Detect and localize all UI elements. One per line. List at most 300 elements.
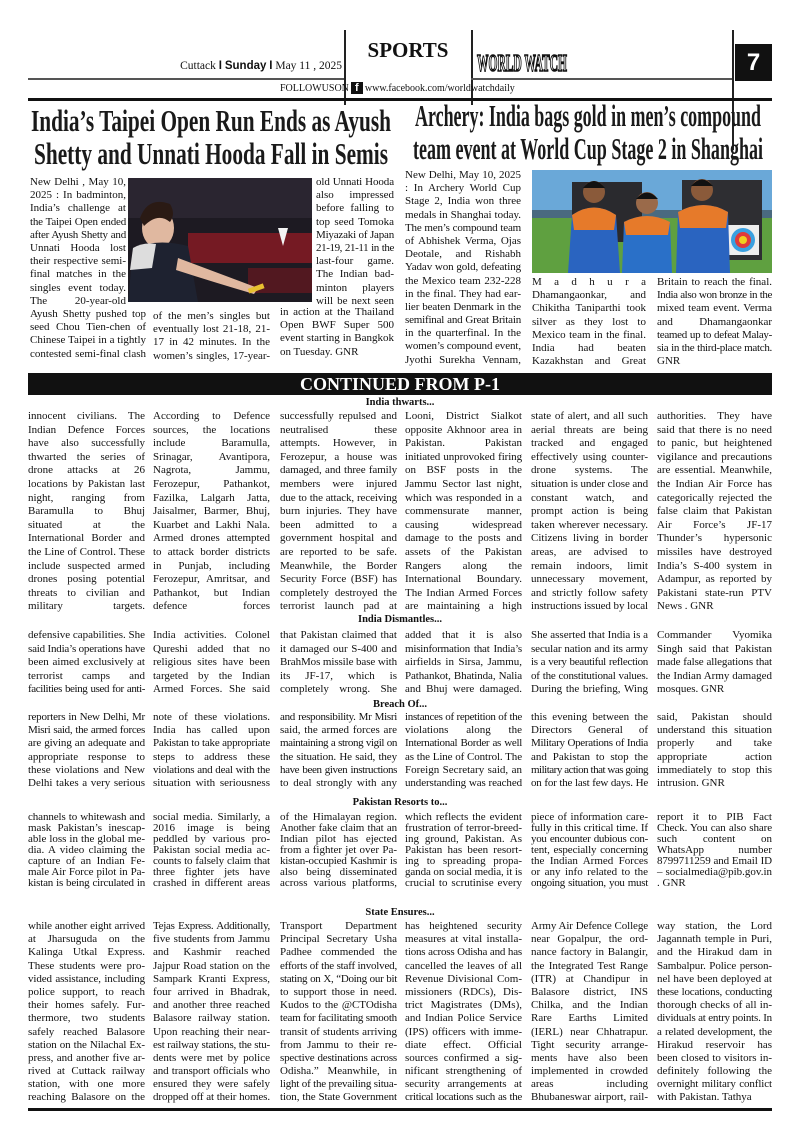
- text-line: semifinal and Great Britain: [405, 314, 521, 327]
- text-line: Bhubaneswar airport, rail-: [531, 1091, 648, 1104]
- text-line: – socialmedia@pib.gov.in: [657, 866, 772, 878]
- text-line: (ITR) at Chandipur in: [531, 972, 648, 985]
- text-line: near Gopalpur, the ord-: [531, 933, 648, 946]
- text-line: while another eight arrived: [28, 920, 145, 932]
- text-column: [531, 410, 648, 614]
- text-line: These students were pro-: [28, 959, 145, 972]
- text-line: ing to spreading propa-: [405, 855, 522, 867]
- follow-label: FOLLOWUSON: [280, 82, 349, 94]
- text-line: Indian Defence Forces: [28, 423, 145, 436]
- text-line: which reflects the evident: [405, 811, 522, 823]
- text-line: of Abhishek Verma, Ojas: [405, 234, 521, 247]
- text-line: on for the last few days. He: [531, 776, 648, 789]
- text-line: added that it is also: [405, 629, 522, 641]
- text-line: commensurate manner,: [405, 505, 522, 518]
- text-line: their homes safely. Fur-: [28, 999, 145, 1012]
- text-line: cancelled the leaves of all: [405, 959, 522, 972]
- text-line: thorough checks of all in-: [657, 999, 772, 1012]
- text-line: press, and another five ar-: [28, 1051, 145, 1064]
- text-line: made false allegations that: [657, 656, 772, 669]
- text-line: mosques. GNR: [657, 683, 725, 696]
- text-line: Ayush Shetty pushed top: [30, 308, 146, 320]
- text-column: [405, 410, 522, 614]
- text-line: you encounter dubious con-: [531, 833, 648, 845]
- text-line: rived at Cuttack railway: [28, 1065, 145, 1078]
- text-line: overnight military conflict: [657, 1078, 772, 1091]
- text-line: members were injured: [280, 477, 397, 490]
- text-line: include Baramulla,: [153, 437, 270, 450]
- text-line: of the Himalayan region.: [280, 811, 397, 823]
- text-line: Pakistan. Pakistan: [405, 437, 522, 450]
- text-line: misinformation that India’s: [405, 642, 522, 655]
- text-line: India’s challenge at: [30, 202, 126, 215]
- text-line: 8799711259 and Email ID: [657, 855, 772, 867]
- text-line: is a very beautiful reflection: [531, 656, 648, 669]
- text-line: state of alert, and all such: [531, 410, 648, 422]
- text-line: and another three reached: [153, 999, 270, 1012]
- text-line: violations and deal with the: [153, 763, 270, 776]
- text-line: mixed team event. Verma: [657, 302, 772, 315]
- text-line: of the men’s singles but: [153, 310, 270, 322]
- text-line: India activities. Colonel: [153, 629, 270, 641]
- text-line: authorities. They have: [657, 410, 772, 422]
- text-line: report it to PIB Fact: [657, 811, 772, 823]
- text-line: station, with one more: [28, 1078, 145, 1091]
- text-line: Jajpur Road station on the: [153, 959, 270, 972]
- text-line: The men’s compound team: [405, 221, 521, 234]
- text-line: Pakistan has been resort-: [405, 844, 522, 856]
- text-line: sources, the locations: [153, 423, 270, 436]
- text-line: false claim that Pakistan: [657, 505, 772, 518]
- text-line: said that there is no need: [657, 423, 772, 436]
- article-text: [153, 310, 270, 363]
- text-line: the Indian Army damaged: [657, 669, 772, 682]
- follow-us-bar: [280, 82, 530, 94]
- text-column: [28, 920, 145, 1105]
- text-line: and Pakistan to stop the: [531, 750, 648, 763]
- text-column: [531, 812, 648, 889]
- text-line: has heightened security: [405, 920, 522, 932]
- text-line: International Border and: [28, 532, 145, 545]
- text-line: areas, are advised to: [531, 545, 648, 558]
- text-line: Deotale, and Rishabh: [405, 248, 521, 261]
- text-line: understanding was reached: [405, 776, 522, 789]
- text-line: are reported to be safe.: [280, 545, 397, 558]
- article-text: [30, 176, 126, 308]
- text-line: Principal Secretary Usha: [280, 933, 397, 946]
- article-text: [532, 276, 646, 368]
- text-line: New Delhi, May 10, 2025: [405, 169, 521, 181]
- section-heading: India Dismantles...: [357, 614, 442, 625]
- headline-line: Shetty and Unnati Hooda Fall in Semis: [34, 136, 388, 171]
- text-line: thermore, two students: [28, 1012, 145, 1025]
- text-line: Ferozepur, Pathankot,: [153, 477, 270, 490]
- text-line: ments have also been: [531, 1051, 648, 1064]
- text-line: Security Force (BSF) has: [280, 573, 397, 586]
- text-line: During the briefing, Wing: [531, 683, 648, 696]
- text-line: Hirakud reservoir has: [657, 1038, 772, 1051]
- text-line: Air Force’s JF-17: [657, 518, 772, 531]
- text-line: Tejas Express. Additionally,: [153, 920, 270, 932]
- text-column: [153, 920, 270, 1105]
- text-line: silver as they lost to: [532, 315, 646, 328]
- text-line: Sampark Kranti Express,: [153, 972, 270, 985]
- text-line: categorically rejected the: [657, 491, 772, 504]
- text-line: targeted by the Indian: [153, 669, 270, 682]
- text-line: at Jharsuguda on the: [28, 933, 145, 946]
- section-title: SPORTS: [367, 38, 449, 62]
- text-line: its JF-17, which is: [280, 669, 397, 682]
- text-line: Citizens living in border: [531, 532, 648, 545]
- facebook-icon: f: [351, 82, 363, 94]
- text-line: and transport officials who: [153, 1065, 270, 1078]
- text-column: [657, 629, 772, 697]
- text-line: mask Pakistan’s inescap-: [28, 822, 145, 834]
- text-line: the Indian Armed Forces: [531, 855, 648, 867]
- text-line: the Integrated Test Range: [531, 959, 648, 972]
- text-line: women’s compound event,: [405, 340, 521, 353]
- text-line: piece of information care-: [531, 811, 648, 823]
- text-line: medals in Shanghai today.: [405, 208, 521, 221]
- text-line: crashed in different areas: [153, 877, 270, 889]
- text-line: with Pakistan. Tathya: [657, 1091, 752, 1104]
- text-line: are giving an adequate and: [28, 737, 145, 750]
- text-line: reporters in New Delhi, Mr: [28, 711, 145, 723]
- text-line: Pathankot, but Indian: [153, 586, 270, 599]
- text-line: sources confirmed a sig-: [405, 1051, 522, 1064]
- text-line: constant watch, and: [531, 491, 648, 504]
- badminton-player-photo: [128, 178, 312, 302]
- text-line: Misri said, the armed forces: [28, 724, 145, 737]
- text-line: Looni, District Sialkot: [405, 410, 522, 422]
- text-line: est railway stations, the stu-: [153, 1038, 270, 1051]
- text-line: sia in the third-place match.: [657, 341, 772, 354]
- text-line: teamed up to defeat Malay-: [657, 328, 772, 341]
- text-line: She asserted that India is a: [531, 629, 648, 641]
- text-column: [531, 920, 648, 1105]
- text-line: areas including: [531, 1078, 648, 1091]
- article-text: [316, 176, 394, 308]
- text-line: Fazilka, Lalgarh Jatta,: [153, 491, 270, 504]
- text-line: assets of the Pakistan: [405, 545, 522, 558]
- text-line: it damaged our S-400 and: [280, 642, 397, 655]
- text-line: will be next seen: [316, 294, 394, 307]
- text-line: dropped off at their homes.: [153, 1091, 270, 1104]
- text-line: defence forces: [153, 600, 270, 613]
- text-line: Jagannath temple in Puri,: [657, 933, 772, 946]
- text-line: across various platforms,: [280, 877, 397, 889]
- text-line: completely wrong. She: [280, 683, 397, 696]
- text-line: said India’s operations have: [28, 642, 145, 655]
- text-line: light of the prevailing situa-: [280, 1078, 397, 1091]
- text-column: [280, 812, 397, 889]
- text-line: Srinagar, Avantipora,: [153, 450, 270, 463]
- text-line: and Indian Police Service: [405, 1012, 522, 1025]
- text-line: locations by Pakistan last: [28, 477, 145, 490]
- text-line: reaching Balasore on the: [28, 1091, 145, 1104]
- text-line: four arrived in Bhadrak,: [153, 985, 270, 998]
- text-line: intrusion. GNR: [657, 776, 725, 789]
- text-line: opposite Akhnoor area in: [405, 423, 522, 436]
- text-line: WhatsApp number: [657, 844, 772, 856]
- text-line: drone attacks at 26: [28, 464, 145, 477]
- text-line: Nagrota, Jammu,: [153, 464, 270, 477]
- text-line: kistan-occupied Kashmir is: [280, 855, 397, 867]
- text-line: According to Defence: [153, 410, 270, 422]
- text-column: [405, 629, 522, 697]
- text-line: facilities being used for anti-: [28, 683, 145, 696]
- text-line: damage to the posts and: [405, 532, 522, 545]
- text-line: Chilka, and the Indian: [531, 999, 648, 1012]
- separator: I: [218, 60, 222, 72]
- text-line: as the Line of Control. The: [405, 750, 522, 763]
- text-line: Jaisalmer, Barmer, Bhuj,: [153, 505, 270, 518]
- text-line: before falling to: [316, 202, 394, 215]
- text-line: Revenue Divisional Com-: [405, 972, 522, 985]
- separator: I: [269, 60, 273, 72]
- text-line: Armed Forces. She said: [153, 683, 270, 696]
- divider: [28, 78, 344, 80]
- text-line: transit of students arriving: [280, 1025, 397, 1038]
- text-line: way station, the Lord: [657, 920, 772, 932]
- text-line: thwarted the series of: [28, 450, 145, 463]
- text-line: Britain to reach the final.: [657, 276, 772, 288]
- text-line: minton players: [316, 281, 394, 294]
- text-column: [657, 920, 772, 1105]
- text-line: completely destroyed the: [280, 586, 397, 599]
- archery-team-photo: [532, 170, 772, 273]
- text-line: violations along the: [405, 724, 522, 737]
- text-line: Kudos to the @CTOdisha: [280, 999, 397, 1012]
- text-line: appropriate response to: [28, 750, 145, 763]
- text-line: M a d h u r a: [532, 276, 646, 288]
- text-line: critical locations such as the: [405, 1091, 522, 1104]
- text-line: are maintaining a high: [405, 600, 522, 613]
- text-line: frustration of terror-breed-: [405, 822, 522, 834]
- text-line: Ferozepur, a house was: [280, 450, 397, 463]
- text-line: singles event today.: [30, 281, 126, 294]
- text-line: Open BWF Super 500: [280, 319, 394, 332]
- text-line: or any info related to the: [531, 866, 648, 878]
- text-line: efforts of the staff involved,: [280, 959, 397, 972]
- text-line: tion, the State Government: [280, 1091, 397, 1104]
- date: May 11 , 2025: [275, 60, 342, 72]
- text-line: tions across Odisha and has: [405, 946, 522, 959]
- section-heading: Breach Of...: [372, 699, 428, 710]
- text-line: security arrangements at: [405, 1078, 522, 1091]
- text-column: [153, 629, 270, 697]
- text-line: Armed drones attempted: [153, 532, 270, 545]
- city: Cuttack: [180, 60, 216, 72]
- text-line: Mexico team in the final.: [532, 328, 646, 341]
- text-line: situation with seriousness: [153, 776, 270, 789]
- text-line: Chikitha Taniparthi took: [532, 302, 646, 315]
- text-line: safely reached Balasore: [28, 1025, 145, 1038]
- text-line: innocent civilians. The: [28, 410, 145, 422]
- text-line: News . GNR: [657, 600, 714, 613]
- text-line: immediately to stop this: [657, 763, 772, 776]
- text-line: of the constitutional values.: [531, 669, 648, 682]
- text-line: also being disseminated: [280, 866, 397, 878]
- text-column: [405, 711, 522, 790]
- text-line: New Delhi , May 10,: [30, 176, 126, 188]
- text-line: diate effect. Official: [405, 1038, 522, 1051]
- text-line: the situation. He said, they: [280, 750, 397, 763]
- text-line: taken wherever necessary.: [531, 518, 648, 531]
- headline-line: India’s Taipei Open Run Ends as Ayush: [31, 103, 391, 138]
- text-line: defensive capabilities. She: [28, 629, 145, 641]
- text-line: ganda on social media, it is: [405, 866, 522, 878]
- text-column: [280, 629, 397, 697]
- text-line: this evening between the: [531, 711, 648, 723]
- text-line: after Ayush Shetty and: [30, 228, 126, 241]
- text-line: implemented in crowded: [531, 1065, 648, 1078]
- text-line: . GNR: [657, 877, 686, 889]
- text-line: final matches in the: [30, 268, 126, 281]
- text-line: dividuals at entry points. In: [657, 1012, 772, 1025]
- text-line: Jyothi Surekha Vennam,: [405, 353, 521, 366]
- text-line: to panic, but heightened: [657, 437, 772, 450]
- text-line: successfully repulsed and: [280, 410, 397, 422]
- text-line: that Pakistan claimed that: [280, 629, 397, 641]
- text-line: threats to civilian and: [28, 586, 145, 599]
- text-line: in Punjab, including: [153, 559, 270, 572]
- text-line: International Border as well: [405, 737, 522, 750]
- text-line: government hospital and: [280, 532, 397, 545]
- text-line: three fighter jets have: [153, 866, 270, 878]
- text-line: Sambalpur. Police person-: [657, 959, 772, 972]
- text-line: Kuarbet and Lakhi Nala.: [153, 518, 270, 531]
- text-line: event starting in Bangkok: [280, 332, 394, 345]
- text-line: such content on: [657, 833, 772, 845]
- text-column: [531, 711, 648, 790]
- text-column: [405, 812, 522, 889]
- text-line: (IPS) officers with imme-: [405, 1025, 522, 1038]
- text-line: five students from Jammu: [153, 933, 270, 946]
- article-text: [405, 169, 521, 367]
- text-column: [405, 920, 522, 1105]
- text-line: have been given instructions: [280, 763, 397, 776]
- text-line: channels to whitewash and: [28, 811, 145, 823]
- text-line: vigilance and precautions: [657, 450, 772, 463]
- world-watch-logo: [475, 44, 570, 78]
- text-line: lier beaten Denmark in the: [405, 300, 521, 313]
- text-line: and Dhamangaonkar: [657, 315, 772, 328]
- text-column: [657, 410, 772, 614]
- text-line: capture of an Indian Fe-: [28, 855, 145, 867]
- section-heading: Pakistan Resorts to...: [352, 797, 448, 808]
- text-line: : In Archery World Cup: [405, 182, 521, 195]
- text-line: Foreign Secretary said, an: [405, 763, 522, 776]
- text-line: military targets.: [28, 600, 145, 613]
- text-column: [280, 920, 397, 1105]
- text-line: these locations, conducting: [657, 985, 772, 998]
- text-line: able loss in the global me-: [28, 833, 145, 845]
- text-line: Pakistan to take appropriate: [153, 737, 270, 750]
- text-line: (IERL) near Chhatrapur.: [531, 1025, 648, 1038]
- text-line: instructions issued by local: [531, 600, 648, 613]
- text-line: stating on X, “Doing our bit: [280, 972, 397, 985]
- text-column: [153, 410, 270, 614]
- text-line: Baramulla to Bhuj: [28, 505, 145, 518]
- text-line: from a fighter jet over Pa-: [280, 844, 397, 856]
- text-line: in the quarterfinal. In the: [405, 327, 521, 340]
- text-line: Odisha.” Meanwhile, in: [280, 1065, 397, 1078]
- text-line: India had beaten: [532, 341, 646, 354]
- logo-text: WORLD WATCH: [477, 51, 568, 77]
- text-line: fully in this critical time. If: [531, 822, 648, 834]
- text-line: these violations and New: [28, 763, 145, 776]
- text-line: also impressed: [316, 189, 394, 202]
- text-line: been closed to visitors in-: [657, 1051, 772, 1064]
- text-line: India’s S-400 system in: [657, 559, 772, 572]
- text-line: India also won bronze in the: [657, 289, 772, 302]
- text-line: damaged, and three family: [280, 464, 397, 477]
- text-line: a related development, the: [657, 1025, 772, 1038]
- text-line: Upon reaching their near-: [153, 1025, 270, 1038]
- text-line: dia. A video claiming the: [28, 844, 145, 856]
- text-line: last-four game.: [316, 255, 394, 268]
- text-line: GNR: [657, 355, 681, 368]
- text-line: old Unnati Hooda: [316, 176, 394, 188]
- text-line: 2016 image is being: [153, 822, 270, 834]
- text-line: which was responded in a: [405, 491, 522, 504]
- text-line: Miyazaki of Japan: [316, 228, 394, 241]
- text-line: in the final. They had ear-: [405, 287, 521, 300]
- text-line: maintaining a strong vigil on: [280, 737, 397, 750]
- text-line: and the Hirakud dam in: [657, 946, 772, 959]
- text-line: to attack border districts: [153, 545, 270, 558]
- text-line: the Indian Air Force has: [657, 477, 772, 490]
- text-line: Transport Department: [280, 920, 397, 932]
- text-line: dents were met by police: [153, 1051, 270, 1064]
- text-line: the Taipei Open ended: [30, 215, 126, 228]
- text-column: [28, 711, 145, 790]
- day: Sunday: [224, 60, 267, 72]
- text-line: Stage 2, India won three: [405, 195, 521, 208]
- text-line: said, Pakistan should: [657, 711, 772, 723]
- text-line: Chinese Taipei in a tightly: [30, 334, 146, 347]
- text-line: measures at vital installa-: [405, 933, 522, 946]
- text-line: Tight security arrange-: [531, 1038, 648, 1051]
- text-line: counts to falsely claim that: [153, 855, 270, 867]
- text-line: Delhi takes a very serious: [28, 776, 145, 789]
- text-line: Commander Vyomika: [657, 629, 772, 641]
- text-line: situated at the: [28, 518, 145, 531]
- text-line: remain indoors, limit: [531, 559, 648, 572]
- text-line: night, ranging from: [28, 491, 145, 504]
- text-line: Singh said that Pakistan: [657, 642, 772, 655]
- text-line: peddled by various pro-: [153, 833, 270, 845]
- text-line: properly and take: [657, 737, 772, 750]
- continued-banner: CONTINUED FROM P-1: [28, 373, 772, 395]
- text-line: and strictly follow safety: [531, 586, 648, 599]
- text-line: been admitted to a: [280, 518, 397, 531]
- text-line: Adampur, as reported by: [657, 573, 772, 586]
- text-line: Rangers along the: [405, 559, 522, 572]
- text-line: to deal strongly with any: [280, 776, 397, 789]
- headline-line: team event at World Cup Stage 2 in Shanghai: [413, 131, 764, 166]
- text-line: definitely following the: [657, 1065, 772, 1078]
- text-column: [280, 410, 397, 614]
- facebook-link[interactable]: www.facebook.com/worldwatchdaily: [364, 82, 515, 94]
- text-line: India has called upon: [153, 724, 270, 737]
- text-line: causing widespread: [405, 518, 522, 531]
- text-column: [657, 711, 772, 790]
- text-line: terrorist launch pad at: [280, 600, 397, 613]
- text-line: the Line of Control. These: [28, 545, 145, 558]
- text-line: include suspected armed: [28, 559, 145, 572]
